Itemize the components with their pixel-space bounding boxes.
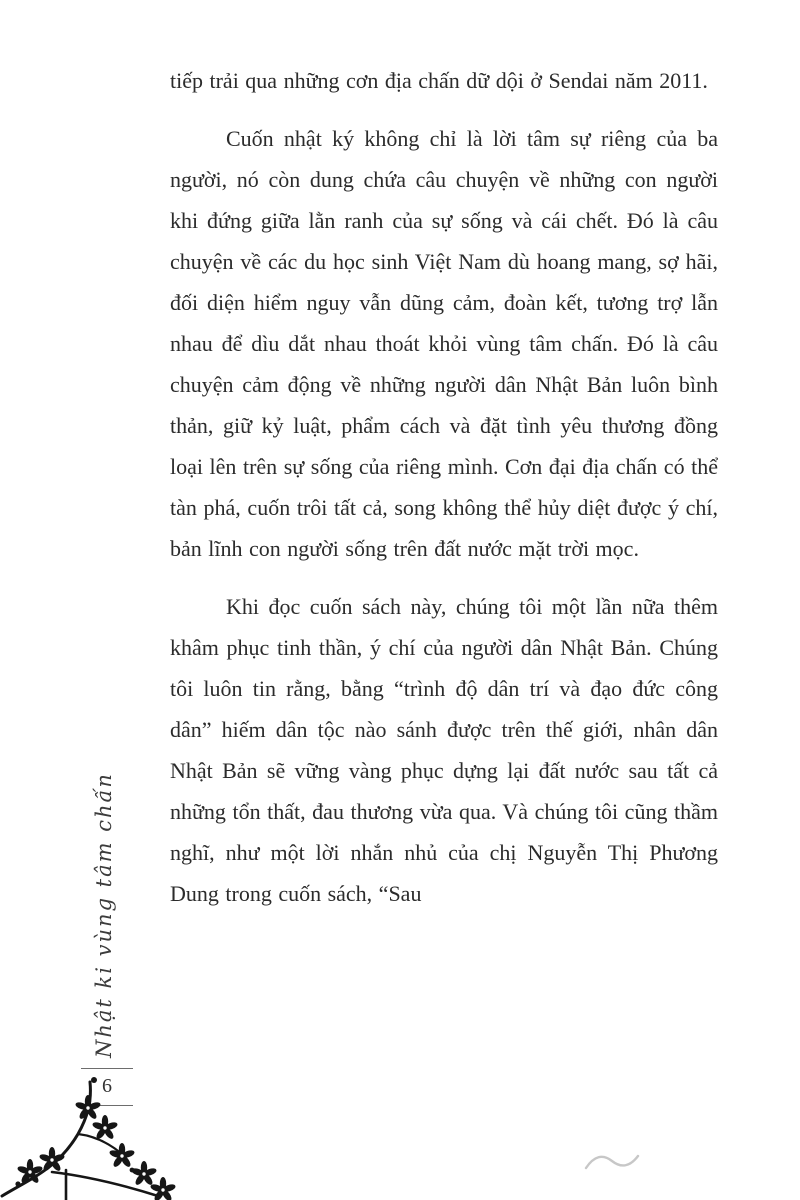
page-number: 6 xyxy=(102,1075,112,1097)
body-paragraph: Khi đọc cuốn sách này, chúng tôi một lần nữa thêm khâm phục tinh thần, ý chí của người dân Nhật Bản. Chúng tôi luôn tin rằng, bằng “trình độ dân trí và đạo đức công dân” hiếm dân tộc nào sánh được trên thế giới, nhân dân Nhật Bản sẽ vững vàng phục dựng lại đất nước sau tất cả những tổn thất, đau thương vừa qua. Và chúng tôi cũng thầm nghĩ, như một lời nhắn nhủ của chị Nguyễn Thị Phương Dung trong cuốn sách, “Sau xyxy=(170,594,718,906)
body-paragraph-continuation: tiếp trải qua những cơn địa chấn dữ dội ở Sendai năm 2011. xyxy=(170,68,708,93)
page-text xyxy=(170,60,718,931)
cherry-blossom-branch-icon xyxy=(0,1072,195,1200)
spine-book-title: Nhật ki vùng tâm chấn xyxy=(92,772,116,1058)
body-paragraph: Cuốn nhật ký không chỉ là lời tâm sự riêng của ba người, nó còn dung chứa câu chuyện về những con người khi đứng giữa lằn ranh của sự sống và cái chết. Đó là câu chuyện về các du học sinh Việt Nam dù hoang mang, sợ hãi, đối diện hiểm nguy vẫn dũng cảm, đoàn kết, tương trợ lẫn nhau để dìu dắt nhau thoát khỏi vùng tâm chấn. Đó là câu chuyện cảm động về những người dân Nhật Bản luôn bình thản, giữ kỷ luật, phẩm cách và đặt tình yêu thương đồng loại lên trên sự sống của riêng mình. Cơn đại địa chấn có thể tàn phá, cuốn trôi tất cả, song không thể hủy diệt được ý chí, bản lĩnh con người sống trên đất nước mặt trời mọc. xyxy=(170,126,718,561)
ink-smudge-icon xyxy=(582,1146,644,1176)
